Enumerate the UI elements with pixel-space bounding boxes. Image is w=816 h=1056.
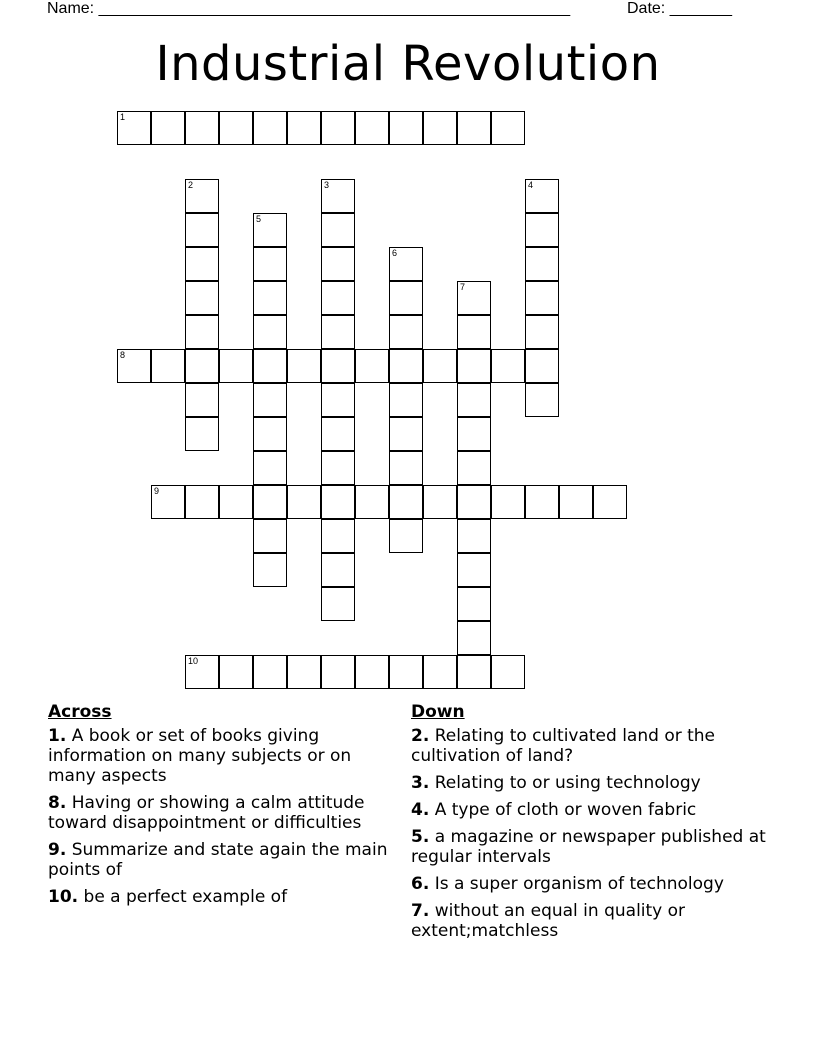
clue-across-8 bbox=[48, 793, 393, 833]
grid-cell[interactable] bbox=[321, 111, 355, 145]
grid-cell[interactable] bbox=[185, 281, 219, 315]
grid-cell[interactable] bbox=[151, 111, 185, 145]
clue-number: 1. bbox=[48, 726, 67, 746]
grid-cell[interactable] bbox=[457, 587, 491, 621]
grid-cell[interactable] bbox=[253, 485, 287, 519]
grid-cell[interactable] bbox=[593, 485, 627, 519]
grid-cell[interactable] bbox=[219, 655, 253, 689]
clue-text: Having or showing a calm attitude toward disappointment or difficulties bbox=[48, 793, 365, 833]
clue-number: 4. bbox=[411, 800, 430, 820]
grid-cell[interactable] bbox=[423, 655, 457, 689]
grid-cell[interactable] bbox=[185, 247, 219, 281]
cell-number: 7 bbox=[460, 282, 466, 292]
grid-cell[interactable] bbox=[525, 281, 559, 315]
grid-cell[interactable] bbox=[389, 519, 423, 553]
grid-cell[interactable] bbox=[321, 179, 355, 213]
grid-cell[interactable] bbox=[253, 417, 287, 451]
clue-down-7 bbox=[411, 901, 771, 941]
clue-across-9 bbox=[48, 840, 393, 880]
grid-cell[interactable] bbox=[185, 655, 219, 689]
grid-cell[interactable] bbox=[321, 349, 355, 383]
down-clues bbox=[411, 702, 771, 948]
grid-cell[interactable] bbox=[253, 655, 287, 689]
name-field[interactable]: Name: _____________________________________________________ bbox=[47, 0, 571, 17]
grid-cell[interactable] bbox=[457, 655, 491, 689]
grid-cell[interactable] bbox=[219, 485, 253, 519]
cell-number: 1 bbox=[120, 112, 126, 122]
grid-cell[interactable] bbox=[321, 519, 355, 553]
clue-down-5 bbox=[411, 827, 771, 867]
grid-cell[interactable] bbox=[525, 349, 559, 383]
grid-cell[interactable] bbox=[321, 553, 355, 587]
grid-cell[interactable] bbox=[457, 485, 491, 519]
clue-number: 5. bbox=[411, 827, 430, 847]
grid-cell[interactable] bbox=[321, 383, 355, 417]
clue-down-4 bbox=[411, 800, 771, 820]
cell-number: 6 bbox=[392, 248, 398, 258]
clue-text: A type of cloth or woven fabric bbox=[434, 800, 697, 820]
grid-cell[interactable] bbox=[185, 417, 219, 451]
clue-text: Is a super organism of technology bbox=[434, 874, 724, 894]
grid-cell[interactable] bbox=[525, 179, 559, 213]
grid-cell[interactable] bbox=[355, 485, 389, 519]
grid-cell[interactable] bbox=[151, 485, 185, 519]
grid-cell[interactable] bbox=[151, 349, 185, 383]
grid-cell[interactable] bbox=[389, 383, 423, 417]
grid-cell[interactable] bbox=[389, 281, 423, 315]
grid-cell[interactable] bbox=[321, 587, 355, 621]
grid-cell[interactable] bbox=[219, 111, 253, 145]
grid-cell[interactable] bbox=[321, 213, 355, 247]
grid-cell[interactable] bbox=[389, 417, 423, 451]
grid-cell[interactable] bbox=[253, 315, 287, 349]
clue-text: a magazine or newspaper published at regular intervals bbox=[411, 827, 766, 867]
clue-number: 3. bbox=[411, 773, 430, 793]
grid-cell[interactable] bbox=[423, 349, 457, 383]
clue-number: 10. bbox=[48, 887, 79, 907]
cell-number: 8 bbox=[120, 350, 126, 360]
clue-text: Summarize and state again the main points of bbox=[48, 840, 388, 880]
grid-cell[interactable] bbox=[355, 655, 389, 689]
grid-cell[interactable] bbox=[457, 315, 491, 349]
across-heading: Across bbox=[48, 702, 112, 722]
grid-cell[interactable] bbox=[117, 111, 151, 145]
grid-cell[interactable] bbox=[117, 349, 151, 383]
clue-number: 6. bbox=[411, 874, 430, 894]
grid-cell[interactable] bbox=[321, 247, 355, 281]
grid-cell[interactable] bbox=[389, 451, 423, 485]
cell-number: 10 bbox=[188, 656, 199, 666]
grid-cell[interactable] bbox=[253, 553, 287, 587]
grid-cell[interactable] bbox=[457, 621, 491, 655]
grid-cell[interactable] bbox=[253, 247, 287, 281]
grid-cell[interactable] bbox=[457, 519, 491, 553]
clue-text: Relating to cultivated land or the cultivation of land? bbox=[411, 726, 716, 766]
grid-cell[interactable] bbox=[457, 111, 491, 145]
grid-cell[interactable] bbox=[253, 383, 287, 417]
grid-cell[interactable] bbox=[287, 111, 321, 145]
cell-number: 2 bbox=[188, 180, 194, 190]
grid-cell[interactable] bbox=[559, 485, 593, 519]
grid-cell[interactable] bbox=[253, 519, 287, 553]
grid-cell[interactable] bbox=[423, 485, 457, 519]
grid-cell[interactable] bbox=[457, 383, 491, 417]
grid-cell[interactable] bbox=[389, 349, 423, 383]
grid-cell[interactable] bbox=[457, 349, 491, 383]
grid-cell[interactable] bbox=[525, 315, 559, 349]
date-field[interactable]: Date: _______ bbox=[627, 0, 732, 17]
across-clues bbox=[48, 702, 393, 914]
grid-cell[interactable] bbox=[321, 485, 355, 519]
grid-cell[interactable] bbox=[253, 213, 287, 247]
grid-cell[interactable] bbox=[185, 383, 219, 417]
clue-text: be a perfect example of bbox=[83, 887, 288, 907]
grid-cell[interactable] bbox=[253, 281, 287, 315]
grid-cell[interactable] bbox=[185, 179, 219, 213]
cell-number: 9 bbox=[154, 486, 160, 496]
cell-number: 5 bbox=[256, 214, 262, 224]
grid-cell[interactable] bbox=[389, 315, 423, 349]
grid-cell[interactable] bbox=[457, 451, 491, 485]
grid-cell[interactable] bbox=[525, 485, 559, 519]
grid-cell[interactable] bbox=[423, 111, 457, 145]
grid-cell[interactable] bbox=[457, 281, 491, 315]
grid-cell[interactable] bbox=[253, 349, 287, 383]
grid-cell[interactable] bbox=[321, 451, 355, 485]
grid-cell[interactable] bbox=[457, 417, 491, 451]
grid-cell[interactable] bbox=[321, 417, 355, 451]
grid-cell[interactable] bbox=[389, 111, 423, 145]
clue-text: Relating to or using technology bbox=[434, 773, 701, 793]
grid-cell[interactable] bbox=[355, 111, 389, 145]
cell-number: 4 bbox=[528, 180, 534, 190]
grid-cell[interactable] bbox=[253, 451, 287, 485]
grid-cell[interactable] bbox=[321, 281, 355, 315]
grid-cell[interactable] bbox=[185, 213, 219, 247]
page-title: Industrial Revolution bbox=[155, 36, 661, 92]
grid-cell[interactable] bbox=[253, 111, 287, 145]
grid-cell[interactable] bbox=[219, 349, 253, 383]
grid-cell[interactable] bbox=[185, 111, 219, 145]
clue-text: A book or set of books giving information on many subjects or on many aspects bbox=[48, 726, 352, 786]
down-heading: Down bbox=[411, 702, 465, 722]
clue-down-3 bbox=[411, 773, 771, 793]
clue-number: 9. bbox=[48, 840, 67, 860]
grid-cell[interactable] bbox=[287, 655, 321, 689]
clue-text: without an equal in quality or extent;matchless bbox=[411, 901, 686, 941]
grid-cell[interactable] bbox=[287, 485, 321, 519]
grid-cell[interactable] bbox=[457, 553, 491, 587]
grid-cell[interactable] bbox=[185, 349, 219, 383]
grid-cell[interactable] bbox=[185, 315, 219, 349]
grid-cell[interactable] bbox=[355, 349, 389, 383]
grid-cell[interactable] bbox=[525, 383, 559, 417]
grid-cell[interactable] bbox=[185, 485, 219, 519]
grid-cell[interactable] bbox=[321, 315, 355, 349]
grid-cell[interactable] bbox=[389, 247, 423, 281]
grid-cell[interactable] bbox=[389, 655, 423, 689]
cell-number: 3 bbox=[324, 180, 330, 190]
clue-number: 7. bbox=[411, 901, 430, 921]
grid-cell[interactable] bbox=[525, 213, 559, 247]
clue-number: 8. bbox=[48, 793, 67, 813]
clue-down-2 bbox=[411, 726, 771, 766]
grid-cell[interactable] bbox=[491, 111, 525, 145]
grid-cell[interactable] bbox=[525, 247, 559, 281]
grid-cell[interactable] bbox=[321, 655, 355, 689]
clue-down-6 bbox=[411, 874, 771, 894]
grid-cell[interactable] bbox=[389, 485, 423, 519]
grid-cell[interactable] bbox=[287, 349, 321, 383]
grid-cell[interactable] bbox=[491, 485, 525, 519]
clue-across-1 bbox=[48, 726, 393, 786]
grid-cell[interactable] bbox=[491, 655, 525, 689]
clue-number: 2. bbox=[411, 726, 430, 746]
grid-cell[interactable] bbox=[491, 349, 525, 383]
clue-across-10 bbox=[48, 887, 393, 907]
